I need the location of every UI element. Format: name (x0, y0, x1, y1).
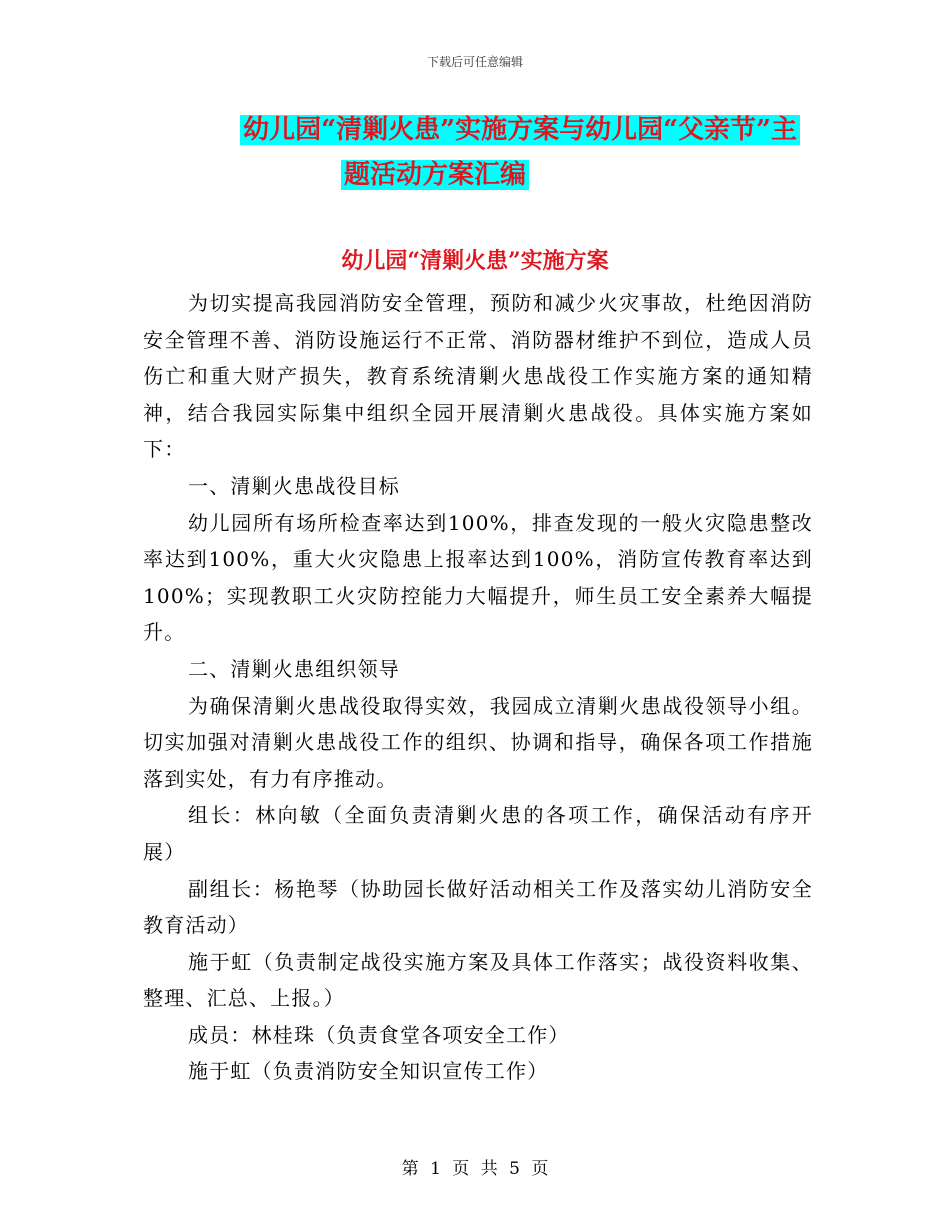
heading-goal: 一、清剿火患战役目标 (188, 473, 400, 498)
document-title-line-1 (140, 108, 810, 153)
paragraph-goal: 幼儿园所有场所检查率达到100%，排查发现的一般火灾隐患整改率达到100%，重大火灾隐患上报率达到100%，消防宣传教育率达到100%；实现教职工火灾防控能力大幅提升，师生员工安全素养大幅提升。 (143, 510, 813, 645)
section-title: 幼儿园“清剿火患”实施方案 (341, 248, 609, 274)
page-footer: 第 1 页 共 5 页 (401, 1159, 549, 1179)
paragraph-intro: 为切实提高我园消防安全管理，预防和减少火灾事故，杜绝因消防安全管理不善、消防设施运行不正常、消防器材维护不到位，造成人员伤亡和重大财产损失，教育系统清剿火患战役工作实施方案的通知精神，结合我园实际集中组织全园开展清剿火患战役。具体实施方案如下： (143, 291, 813, 462)
paragraph-deputy-member: 施于虹（负责制定战役实施方案及具体工作落实；战役资料收集、整理、汇总、上报。） (143, 949, 813, 1011)
document-title-line-2 (140, 153, 810, 198)
document-title-highlight-2: 题活动方案汇编 (341, 160, 529, 190)
paragraph-leadership: 为确保清剿火患战役取得实效，我园成立清剿火患战役领导小组。切实加强对清剿火患战役工作的组织、协调和指导，确保各项工作措施落到实处，有力有序推动。 (143, 693, 813, 791)
document-title (140, 108, 810, 198)
page-header-note: 下载后可任意编辑 (426, 55, 523, 69)
document-title-highlight-1: 幼儿园“清剿火患”实施方案与幼儿园“父亲节”主 (240, 115, 800, 145)
document-body (143, 285, 813, 1090)
paragraph-leader: 组长：林向敏（全面负责清剿火患的各项工作，确保活动有序开展） (143, 803, 813, 864)
paragraph-member-1: 成员：林桂珠（负责食堂各项安全工作） (188, 1022, 570, 1047)
paragraph-member-2: 施于虹（负责消防安全知识宣传工作） (188, 1059, 549, 1084)
paragraph-deputy-leader: 副组长：杨艳琴（协助园长做好活动相关工作及落实幼儿消防安全教育活动） (143, 876, 813, 938)
heading-leadership: 二、清剿火患组织领导 (188, 656, 400, 681)
